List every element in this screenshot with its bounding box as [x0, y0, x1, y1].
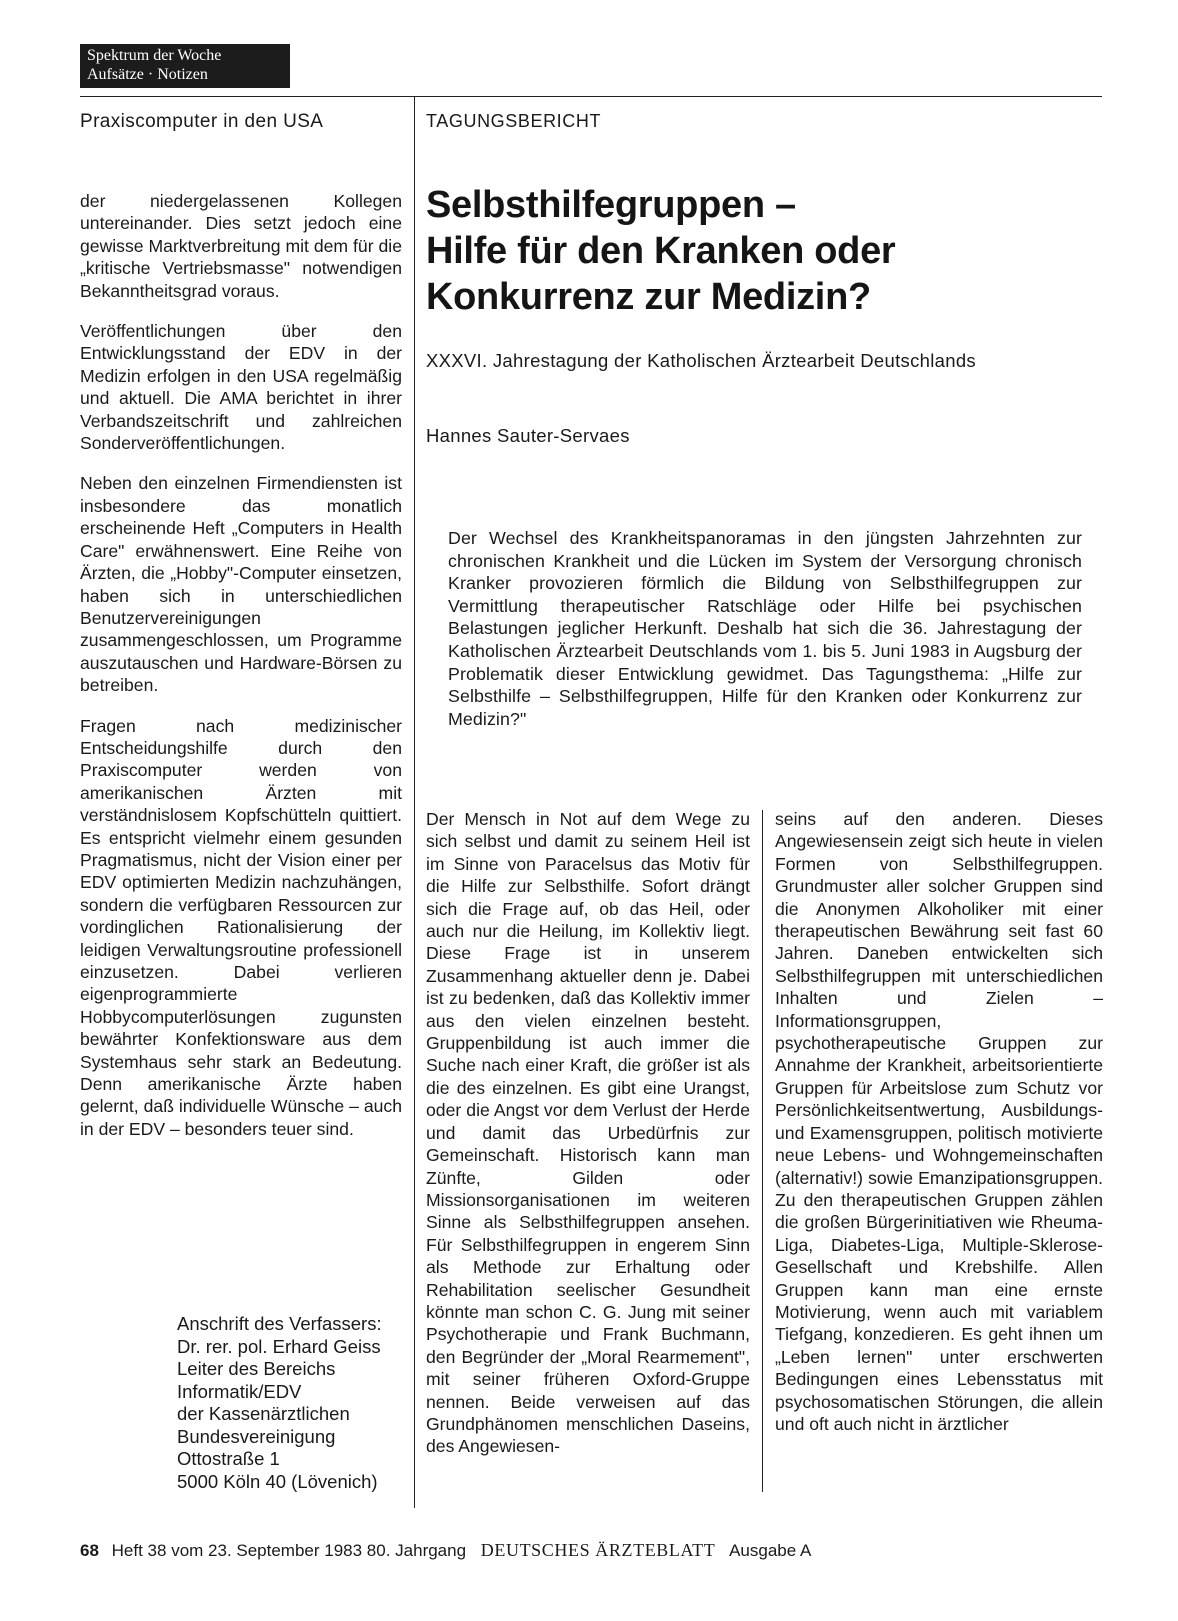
left-paragraph: Fragen nach medizinischer Entscheidungshilfe durch den Praxiscomputer werden von amerikanischen Ärzten mit verständnislosem Kopfschütteln quittiert. Es entspricht vielmehr einem gesunden Pragmatismus, nicht der Vision einer per EDV optimierten Medizin nachzuhängen, sondern die verfügbaren Ressourcen zur vordinglichen Rationalisierung der leidigen Verwaltungsroutine professionell einzusetzen. Dabei verlieren eigenprogrammierte Hobbycomputerlösungen zugunsten bewährter Konfektionsware aus dem Systemhaus sehr stark an Bedeutung. Denn amerikanische Ärzte haben gelernt, daß individuelle Wünsche – auch in der EDV – besonders teuer sind.	[80, 715, 402, 1139]
left-paragraph: Veröffentlichungen über den Entwicklungsstand der EDV in der Medizin erfolgen in den USA regelmäßig und aktuell. Die AMA berichtet in ihrer Verbandszeitschrift und zahlreichen Sonderveröffentlichungen.	[80, 321, 402, 454]
body-column-2	[775, 808, 1103, 1435]
section-tag-line2: Aufsätze · Notizen	[87, 66, 208, 83]
article-lead: Der Wechsel des Krankheitspanoramas in den jüngsten Jahrzehnten zur chronischen Krankheit und die Lücken im System der Versorgung chronisch Kranker provozieren förmlich die Bildung von Selbsthilfegruppen zur Vermittlung therapeutischer Ratschläge oder Hilfe bei psychischen Belastungen jeglicher Herkunft. Deshalb hat sich die 36. Jahrestagung der Katholischen Ärztearbeit Deutschlands vom 1. bis 5. Juni 1983 in Augsburg der Problematik dieser Entwicklung gewidmet. Das Tagungsthema: „Hilfe zur Selbsthilfe – Selbsthilfegruppen, Hilfe für den Kranken oder Konkurrenz zur Medizin?"	[448, 528, 1082, 729]
address-line: Leiter des Bereichs	[177, 1358, 336, 1379]
headline-line: Selbsthilfegruppen –	[426, 184, 796, 226]
address-line: 5000 Köln 40 (Lövenich)	[177, 1470, 378, 1492]
headline-line: Hilfe für den Kranken oder	[426, 230, 896, 272]
left-kicker: Praxiscomputer in den USA	[80, 111, 324, 132]
address-line: Informatik/EDV	[177, 1380, 302, 1402]
address-line: Bundesvereinigung	[177, 1425, 336, 1447]
article-headline	[426, 182, 895, 320]
left-column	[80, 190, 402, 1158]
address-line: der Kassenärztlichen	[177, 1403, 350, 1424]
issue-info: Heft 38 vom 23. September 1983 80. Jahrgang	[111, 1541, 467, 1560]
top-rule	[80, 96, 1102, 97]
body-paragraph: Der Mensch in Not auf dem Wege zu sich selbst und damit zu seinem Heil ist im Sinne von Paracelsus das Motiv für die Hilfe zur Selbsthilfe. Sofort drängt sich die Frage auf, ob das Heil, oder auch nur die Heilung, im Kollektiv liegt. Diese Frage ist in unserem Zusammenhang aktueller denn je. Dabei ist zu bedenken, daß das Kollektiv immer aus den vielen einzelnen besteht. Gruppenbildung ist auch immer die Suche nach einer Kraft, die größer ist als die des einzelnen. Es gibt eine Urangst, oder die Angst vor dem Verlust der Herde und damit das Urbedürfnis zur Gemeinschaft. Historisch kann man Zünfte, Gilden oder Missionsorganisationen im weiteren Sinne als Selbsthilfegruppen ansehen. Für Selbsthilfegruppen in engerem Sinn als Methode zur Erhaltung oder Rehabilitation seelischer Gesundheit könnte man schon C. G. Jung mit seiner Psychotherapie und Frank Buchmann, den Begründer der „Moral Rearmement", mit seiner früheren Oxford-Gruppe nennen. Beide verweisen auf das Grundphänomen menschlichen Daseins, des Angewiesen-	[426, 809, 750, 1457]
section-tag	[80, 44, 290, 88]
article-subtitle: XXXVI. Jahrestagung der Katholischen Ärztearbeit Deutschlands	[426, 350, 976, 371]
body-column-1	[426, 808, 750, 1458]
journal-name: DEUTSCHES ÄRZTEBLATT	[480, 1540, 716, 1560]
address-line: Dr. rer. pol. Erhard Geiss	[177, 1335, 381, 1357]
edition: Ausgabe A	[729, 1541, 812, 1560]
article-author: Hannes Sauter-Servaes	[426, 425, 630, 446]
address-line: Anschrift des Verfassers:	[177, 1313, 382, 1334]
body-paragraph: seins auf den anderen. Dieses Angewiesensein zeigt sich heute in vielen Formen von Selbsthilfegruppen. Grundmuster aller solcher Gruppen sind die Anonymen Alkoholiker mit einer therapeutischen Bewährung seit fast 60 Jahren. Daneben entwickelten sich Selbsthilfegruppen mit unterschiedlichen Inhalten und Zielen – Informationsgruppen, psychotherapeutische Gruppen zur Annahme der Krankheit, arbeitsorientierte Gruppen für Arbeitslose zum Schutz vor Persönlichkeitsentwertung, Ausbildungs- und Examensgruppen, politisch motivierte neue Lebens- und Wohngemeinschaften (alternativ!) sowie Emanzipationsgruppen. Zu den therapeutischen Gruppen zählen die großen Bürgerinitiativen wie Rheuma-Liga, Diabetes-Liga, Multiple-Sklerose-Gesellschaft und Krebshilfe. Allen Gruppen kann man eine ernste Motivierung, wenn auch mit variablem Tiefgang, konzedieren. Es geht ihnen um „Leben lernen" unter erschwerten Bedingungen eines Lebensstatus mit psychosomatischen Störungen, die allein und oft auch nicht in ärztlicher	[775, 809, 1103, 1434]
column-divider	[414, 96, 415, 1508]
section-tag-line1: Spektrum der Woche	[87, 47, 222, 64]
article-kicker: TAGUNGSBERICHT	[426, 111, 602, 131]
page-footer	[80, 1540, 811, 1561]
author-address	[177, 1313, 382, 1493]
headline-line: Konkurrenz zur Medizin?	[426, 276, 871, 318]
page-number: 68	[80, 1541, 99, 1560]
body-column-divider	[762, 810, 763, 1492]
left-paragraph: der niedergelassenen Kollegen untereinander. Dies setzt jedoch eine gewisse Marktverbreitung mit dem für die „kritische Vertriebsmasse" notwendigen Bekanntheitsgrad voraus.	[80, 191, 402, 301]
left-paragraph: Neben den einzelnen Firmendiensten ist insbesondere das monatlich erscheinende Heft „Computers in Health Care" erwähnenswert. Eine Reihe von Ärzten, die „Hobby"-Computer einsetzen, haben sich in unterschiedlichen Benutzervereinigungen zusammengeschlossen, um Programme auszutauschen und Hardware-Börsen zu betreiben.	[80, 473, 402, 696]
address-line: Ottostraße 1	[177, 1448, 280, 1469]
